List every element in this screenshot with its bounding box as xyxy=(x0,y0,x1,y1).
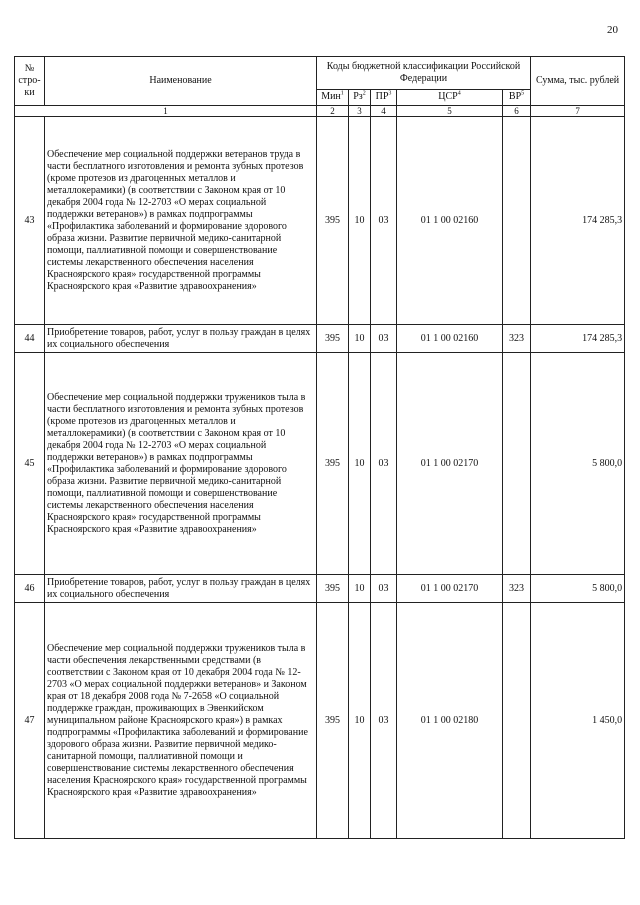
budget-table xyxy=(14,56,625,839)
row-min: 395 xyxy=(317,325,349,353)
row-csr: 01 1 00 02180 xyxy=(397,603,503,839)
row-vr xyxy=(503,353,531,575)
table-row xyxy=(15,575,625,603)
row-vr: 323 xyxy=(503,575,531,603)
row-min: 395 xyxy=(317,575,349,603)
row-pr: 03 xyxy=(371,575,397,603)
header-sum: Сумма, тыс. рублей xyxy=(531,57,625,106)
header-csr: ЦСР$^4$ xyxy=(397,89,503,105)
row-csr: 01 1 00 02170 xyxy=(397,575,503,603)
row-vr xyxy=(503,603,531,839)
header-vr: $ВР^5$ xyxy=(503,89,531,105)
row-rz: 10 xyxy=(349,325,371,353)
column-index-1: 1 xyxy=(15,106,317,117)
row-min: 395 xyxy=(317,603,349,839)
row-csr: 01 1 00 02160 xyxy=(397,325,503,353)
table-row xyxy=(15,117,625,325)
row-name: Приобретение товаров, работ, услуг в пользу граждан в целях их социального обеспечения xyxy=(45,575,317,603)
row-min: 395 xyxy=(317,117,349,325)
row-pr: 03 xyxy=(371,117,397,325)
table-row xyxy=(15,603,625,839)
page-number: 20 xyxy=(607,24,618,36)
row-vr xyxy=(503,117,531,325)
row-rz: 10 xyxy=(349,117,371,325)
row-min: 395 xyxy=(317,353,349,575)
table-row xyxy=(15,325,625,353)
row-number: 44 xyxy=(15,325,45,353)
row-name: Обеспечение мер социальной поддержки тружеников тыла в части обеспечения лекарственными средствами (в соответствии с Законом края от 10 декабря 2004 года № 12-2703 «О мерах социальной поддержки ветеранов» и Законом края от 18 декабря 2008 года № 7-2658 «О социальной поддержке граждан, проживающих в Эвенкийском муниципальном районе Красноярского края») в рамках подпрограммы «Профилактика заболеваний и формирование здорового образа жизни. Развитие первичной медико-санитарной помощи, паллиативной помощи и совершенствование системы лекарственного обеспечения населения Красноярского края» государственной программы Красноярского края «Развитие здравоохранения» xyxy=(45,603,317,839)
row-name: Обеспечение мер социальной поддержки ветеранов труда в части бесплатного изготовления и ремонта зубных протезов (кроме протезов из драгоценных металлов и металлокерамики) (в соответствии с Законом края от 10 декабря 2004 года № 12-2703 «О мерах социальной поддержки ветеранов») в рамках подпрограммы «Профилактика заболеваний и формирование здорового образа жизни. Развитие первичной медико-санитарной помощи, паллиативной помощи и совершенствование системы лекарственного обеспечения населения Красноярского края» государственной программы Красноярского края «Развитие здравоохранения» xyxy=(45,117,317,325)
column-index-3: 3 xyxy=(349,106,371,117)
row-sum: 174 285,3 xyxy=(531,325,625,353)
row-number: 47 xyxy=(15,603,45,839)
row-csr: 01 1 00 02160 xyxy=(397,117,503,325)
header-min: Мин$^1$ xyxy=(317,89,349,105)
row-csr: 01 1 00 02170 xyxy=(397,353,503,575)
row-pr: 03 xyxy=(371,325,397,353)
table-row xyxy=(15,353,625,575)
row-number: 46 xyxy=(15,575,45,603)
column-index-5: 5 xyxy=(397,106,503,117)
column-index-row xyxy=(15,106,625,117)
row-sum: 5 800,0 xyxy=(531,353,625,575)
header-name: Наименование xyxy=(45,57,317,106)
column-index-6: 6 xyxy=(503,106,531,117)
column-index-2: 2 xyxy=(317,106,349,117)
column-index-4: 4 xyxy=(371,106,397,117)
row-sum: 5 800,0 xyxy=(531,575,625,603)
row-rz: 10 xyxy=(349,575,371,603)
row-number: 43 xyxy=(15,117,45,325)
header-rz: $Рз^2$ xyxy=(349,89,371,105)
header-codes-group: Коды бюджетной классификации Российской Федерации xyxy=(317,57,531,90)
row-number: 45 xyxy=(15,353,45,575)
row-rz: 10 xyxy=(349,603,371,839)
header-row xyxy=(15,57,625,90)
row-pr: 03 xyxy=(371,603,397,839)
header-num: № стро-ки xyxy=(15,57,45,106)
column-index-7: 7 xyxy=(531,106,625,117)
row-sum: 1 450,0 xyxy=(531,603,625,839)
row-sum: 174 285,3 xyxy=(531,117,625,325)
row-pr: 03 xyxy=(371,353,397,575)
row-rz: 10 xyxy=(349,353,371,575)
row-name: Приобретение товаров, работ, услуг в пользу граждан в целях их социального обеспечения xyxy=(45,325,317,353)
row-name: Обеспечение мер социальной поддержки тружеников тыла в части бесплатного изготовления и ремонта зубных протезов (кроме протезов из драгоценных металлов и металлокерамики) (в соответствии с Законом края от 10 декабря 2004 года № 12-2703 «О мерах социальной поддержки ветеранов») в рамках подпрограммы «Профилактика заболеваний и формирование здорового образа жизни. Развитие первичной медико-санитарной помощи, паллиативной помощи и совершенствование системы лекарственного обеспечения населения Красноярского края» государственной программы Красноярского края «Развитие здравоохранения» xyxy=(45,353,317,575)
header-pr: $ПР^3$ xyxy=(371,89,397,105)
row-vr: 323 xyxy=(503,325,531,353)
